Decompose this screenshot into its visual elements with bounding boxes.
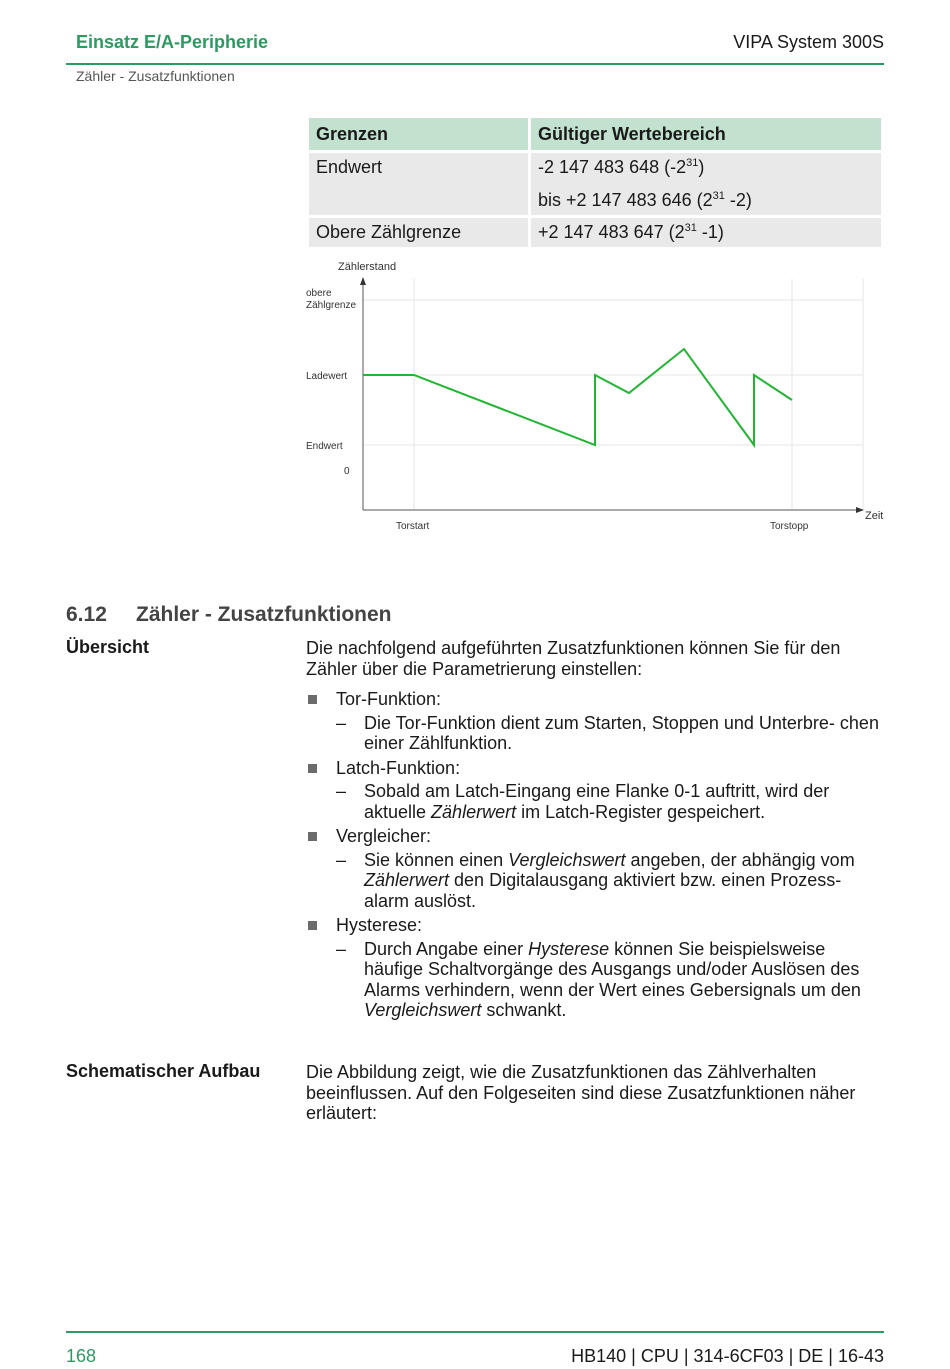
list-item bbox=[306, 689, 884, 754]
description-text: Sie können einen bbox=[364, 849, 509, 870]
emphasis-text: Zählerwert bbox=[364, 870, 450, 890]
y-tick-label bbox=[306, 288, 356, 311]
item-title: Vergleicher: bbox=[336, 826, 432, 846]
description-text: Sobald am Latch-Eingang eine Flanke 0-1 auftritt, wird der aktuelle bbox=[364, 781, 830, 822]
chart-grid bbox=[363, 279, 863, 510]
subsection-title: Zähler - Zusatzfunktionen bbox=[76, 68, 235, 84]
exponent: 31 bbox=[686, 157, 699, 169]
counter-chart bbox=[300, 255, 890, 540]
list-item bbox=[306, 826, 884, 911]
item-title: Latch-Funktion: bbox=[336, 757, 461, 778]
table-cell bbox=[531, 218, 881, 247]
y-tick-label: Ladewert bbox=[306, 371, 348, 382]
emphasis-text: Vergleichswert bbox=[364, 1000, 482, 1020]
section-title: Zähler - Zusatzfunktionen bbox=[136, 603, 392, 626]
table-cell bbox=[531, 153, 881, 215]
square-bullet-icon bbox=[308, 832, 317, 841]
column-header: Gültiger Wertebereich bbox=[531, 118, 881, 150]
exponent: 31 bbox=[684, 222, 697, 234]
description-text: im Latch-Register gespeichert. bbox=[516, 801, 766, 822]
schematic-text: Die Abbildung zeigt, wie die Zusatzfunktionen das Zählverhalten beeinflussen. Auf den Folgeseiten sind diese Zusatzfunktionen näher erläutert: bbox=[306, 1062, 856, 1123]
column-header: Grenzen bbox=[309, 118, 528, 150]
overview-intro: Die nachfolgend aufgeführten Zusatzfunktionen können Sie für den Zähler über die Parametrierung einstellen: bbox=[306, 638, 841, 679]
document-id: HB140 | CPU | 314-6CF03 | DE | 16-43 bbox=[571, 1346, 884, 1366]
table-row bbox=[309, 153, 881, 215]
value-line bbox=[538, 157, 874, 178]
dash-bullet: – bbox=[336, 781, 347, 801]
counter-value-line bbox=[363, 349, 792, 445]
x-tick-label: Torstopp bbox=[770, 521, 809, 532]
value-text: -2) bbox=[724, 190, 752, 210]
description-text: Die Tor-Funktion dient zum Starten, Stoppen und Unterbre- chen einer Zählfunktion. bbox=[364, 712, 879, 753]
section-number: 6.12 bbox=[66, 603, 107, 626]
dash-bullet: – bbox=[336, 712, 347, 733]
dash-bullet: – bbox=[336, 938, 347, 959]
table-row bbox=[309, 218, 881, 247]
description-text: den Digitalausgang aktiviert bzw. einen Prozess- alarm auslöst. bbox=[364, 870, 842, 911]
footer-divider bbox=[66, 1331, 884, 1333]
overview-label: Übersicht bbox=[66, 637, 150, 657]
emphasis-text: Zählerwert bbox=[431, 801, 517, 822]
emphasis-text: Vergleichswert bbox=[508, 849, 626, 870]
list-item bbox=[306, 758, 884, 823]
item-description bbox=[336, 781, 884, 822]
square-bullet-icon bbox=[308, 764, 317, 773]
description-text: angeben, der abhängig vom bbox=[625, 849, 855, 870]
limits-table bbox=[306, 115, 884, 250]
value-text: -1) bbox=[696, 222, 724, 242]
overview-body bbox=[306, 638, 884, 1021]
item-description bbox=[336, 850, 884, 912]
dash-bullet: – bbox=[336, 849, 347, 870]
list-item bbox=[306, 915, 884, 1021]
header-divider bbox=[66, 63, 884, 65]
value-text: bis +2 147 483 646 (2 bbox=[538, 190, 713, 210]
item-title: Hysterese: bbox=[336, 915, 423, 935]
y-tick-label-line: Zählgrenze bbox=[306, 300, 357, 311]
square-bullet-icon bbox=[308, 695, 317, 704]
description-text: schwankt. bbox=[481, 1000, 567, 1020]
value-line bbox=[538, 190, 874, 211]
x-tick-label: Torstart bbox=[396, 521, 430, 532]
function-list bbox=[306, 689, 884, 1021]
section-heading bbox=[66, 603, 392, 627]
schematic-label: Schematischer Aufbau bbox=[66, 1061, 261, 1081]
y-axis-label: Zählerstand bbox=[338, 261, 397, 273]
chapter-title: Einsatz E/A-Peripherie bbox=[76, 32, 269, 52]
y-tick-label-line: obere bbox=[306, 288, 332, 299]
table-cell: Obere Zählgrenze bbox=[309, 218, 528, 247]
table-header-row bbox=[309, 118, 881, 150]
x-axis-label: Zeit bbox=[865, 510, 884, 522]
emphasis-text: Hysterese bbox=[528, 938, 610, 959]
y-tick-label: Endwert bbox=[306, 441, 343, 452]
square-bullet-icon bbox=[308, 921, 317, 930]
item-title: Tor-Funktion: bbox=[336, 689, 442, 709]
exponent: 31 bbox=[712, 190, 725, 202]
value-text: +2 147 483 647 (2 bbox=[538, 222, 685, 242]
product-name: VIPA System 300S bbox=[733, 32, 884, 52]
value-text: ) bbox=[698, 157, 705, 177]
description-text: können Sie beispielsweise häufige Schaltvorgänge des Ausgangs und/oder Auslösen des Alarms verhindern, wenn der Wert eines Gebersignals um den bbox=[364, 938, 861, 1000]
item-description bbox=[336, 939, 884, 1021]
description-text: Durch Angabe einer bbox=[364, 938, 529, 959]
item-description bbox=[336, 713, 884, 754]
y-tick-label: 0 bbox=[344, 466, 350, 477]
page-number: 168 bbox=[66, 1346, 97, 1366]
table-cell: Endwert bbox=[309, 153, 528, 215]
y-axis-arrow bbox=[360, 277, 366, 285]
value-text: -2 147 483 648 (-2 bbox=[538, 157, 687, 177]
